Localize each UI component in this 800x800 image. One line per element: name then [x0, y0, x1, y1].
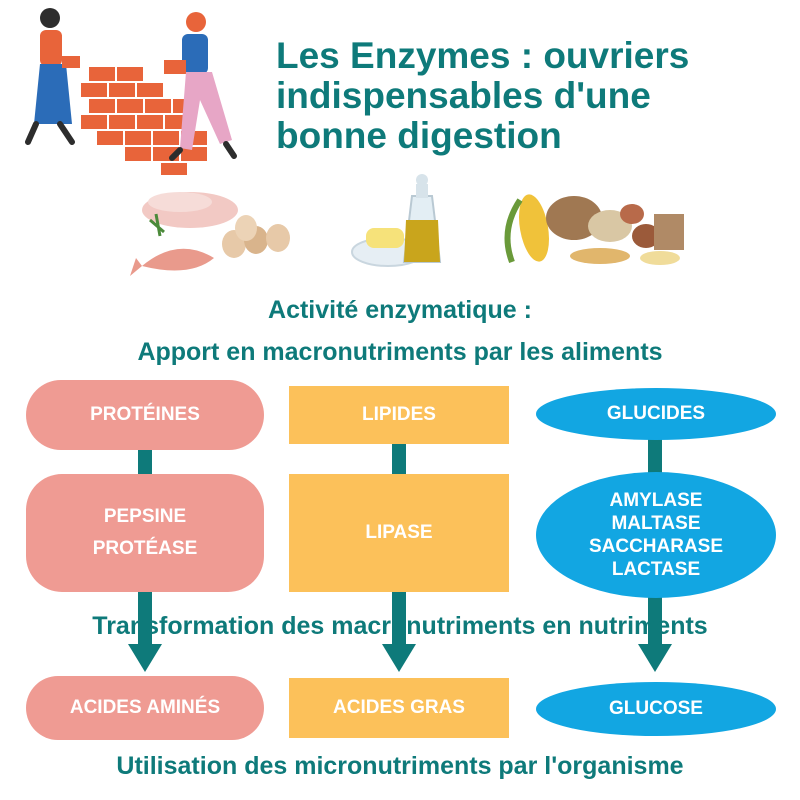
- title-line-1: Les Enzymes : ouvriers: [276, 35, 690, 76]
- title-line-2: indispensables d'une: [276, 75, 651, 116]
- arrow-down-proteins: [128, 644, 162, 672]
- label-glucose: GLUCOSE: [609, 698, 703, 719]
- box-glucids: [536, 388, 776, 440]
- box-amino-acids: [26, 676, 264, 740]
- label-lipids: LIPIDES: [362, 404, 436, 425]
- subtitle-enzymatic-activity: Activité enzymatique :: [268, 296, 532, 324]
- label-amino-acids: ACIDES AMINÉS: [69, 697, 221, 718]
- arrow-down-glucids: [638, 644, 672, 672]
- label-fatty-acids: ACIDES GRAS: [333, 697, 465, 718]
- enzyme-pepsine: PEPSINE: [103, 506, 187, 527]
- lipid-foods-image: [352, 174, 440, 266]
- box-proteins: [26, 380, 264, 450]
- subtitle-macronutrient-intake: Apport en macronutriments par les aliments: [137, 338, 663, 366]
- label-proteins: PROTÉINES: [90, 404, 200, 425]
- label-glucids: GLUCIDES: [606, 403, 706, 424]
- label-transformation: Transformation des macronutriments en nutriments: [92, 612, 708, 640]
- title-line-3: bonne digestion: [276, 115, 562, 156]
- carbohydrate-foods-image: [508, 192, 685, 265]
- enzyme-saccharase: SACCHARASE: [588, 536, 724, 557]
- enzyme-amylase: AMYLASE: [609, 490, 703, 511]
- box-enzymes-proteins: [26, 474, 264, 592]
- enzyme-protease: PROTÉASE: [92, 538, 198, 559]
- box-glucose: [536, 682, 776, 736]
- page-title: [276, 36, 786, 156]
- box-lipids: [289, 386, 509, 444]
- protein-foods-image: [130, 192, 290, 276]
- box-fatty-acids: [289, 678, 509, 738]
- box-enzymes-glucids: [536, 472, 776, 598]
- box-enzymes-lipids: [289, 474, 509, 592]
- label-utilisation: Utilisation des micronutriments par l'organisme: [116, 752, 684, 780]
- enzyme-lactase: LACTASE: [611, 559, 701, 580]
- arrow-down-lipids: [382, 644, 416, 672]
- enzyme-lipase: LIPASE: [365, 522, 433, 543]
- enzyme-maltase: MALTASE: [611, 513, 701, 534]
